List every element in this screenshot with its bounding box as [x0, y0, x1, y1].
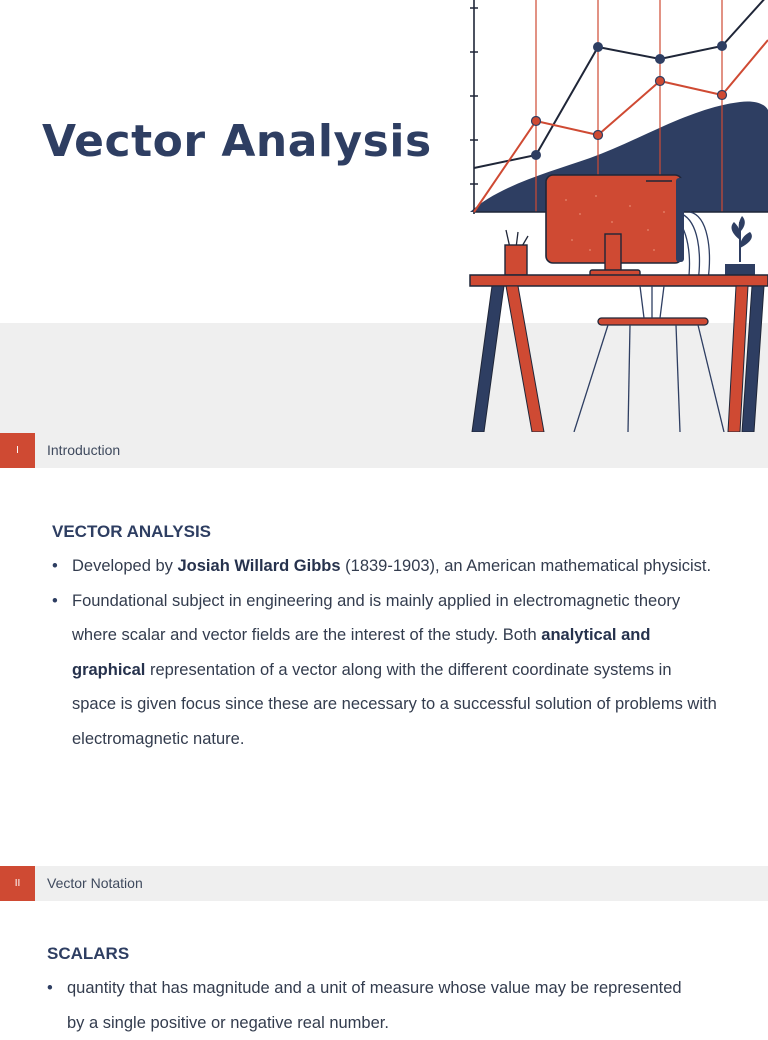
desk-computer-chart-illustration: [440, 0, 768, 432]
section-heading: VECTOR ANALYSIS: [52, 522, 212, 541]
section-heading: SCALARS: [47, 944, 130, 963]
list-item: • quantity that has magnitude and a unit of measure whose value may be represented by a single positive or negative real number.: [47, 971, 687, 1040]
section-bar-vector-notation: [0, 866, 768, 901]
section-label: Vector Notation: [47, 875, 143, 891]
section-label: Introduction: [47, 442, 121, 458]
section-number: I: [0, 433, 35, 468]
section-number: II: [0, 866, 35, 901]
bullet-list: [52, 549, 717, 757]
section-bar-introduction: [0, 433, 768, 468]
list-item: • Developed by Josiah Willard Gibbs (1839-1903), an American mathematical physicist.: [52, 549, 717, 584]
page-title: Vector Analysis: [42, 116, 432, 167]
list-item: • Foundational subject in engineering and is mainly applied in electromagnetic theory where scalar and vector fields are the interest of the study. Both analytical and graphical representation of a vector along with the different coordinate systems in space is given focus since these are necessary to a successful solution of problems with electromagnetic nature.: [52, 584, 717, 757]
bullet-list: [47, 971, 687, 1040]
